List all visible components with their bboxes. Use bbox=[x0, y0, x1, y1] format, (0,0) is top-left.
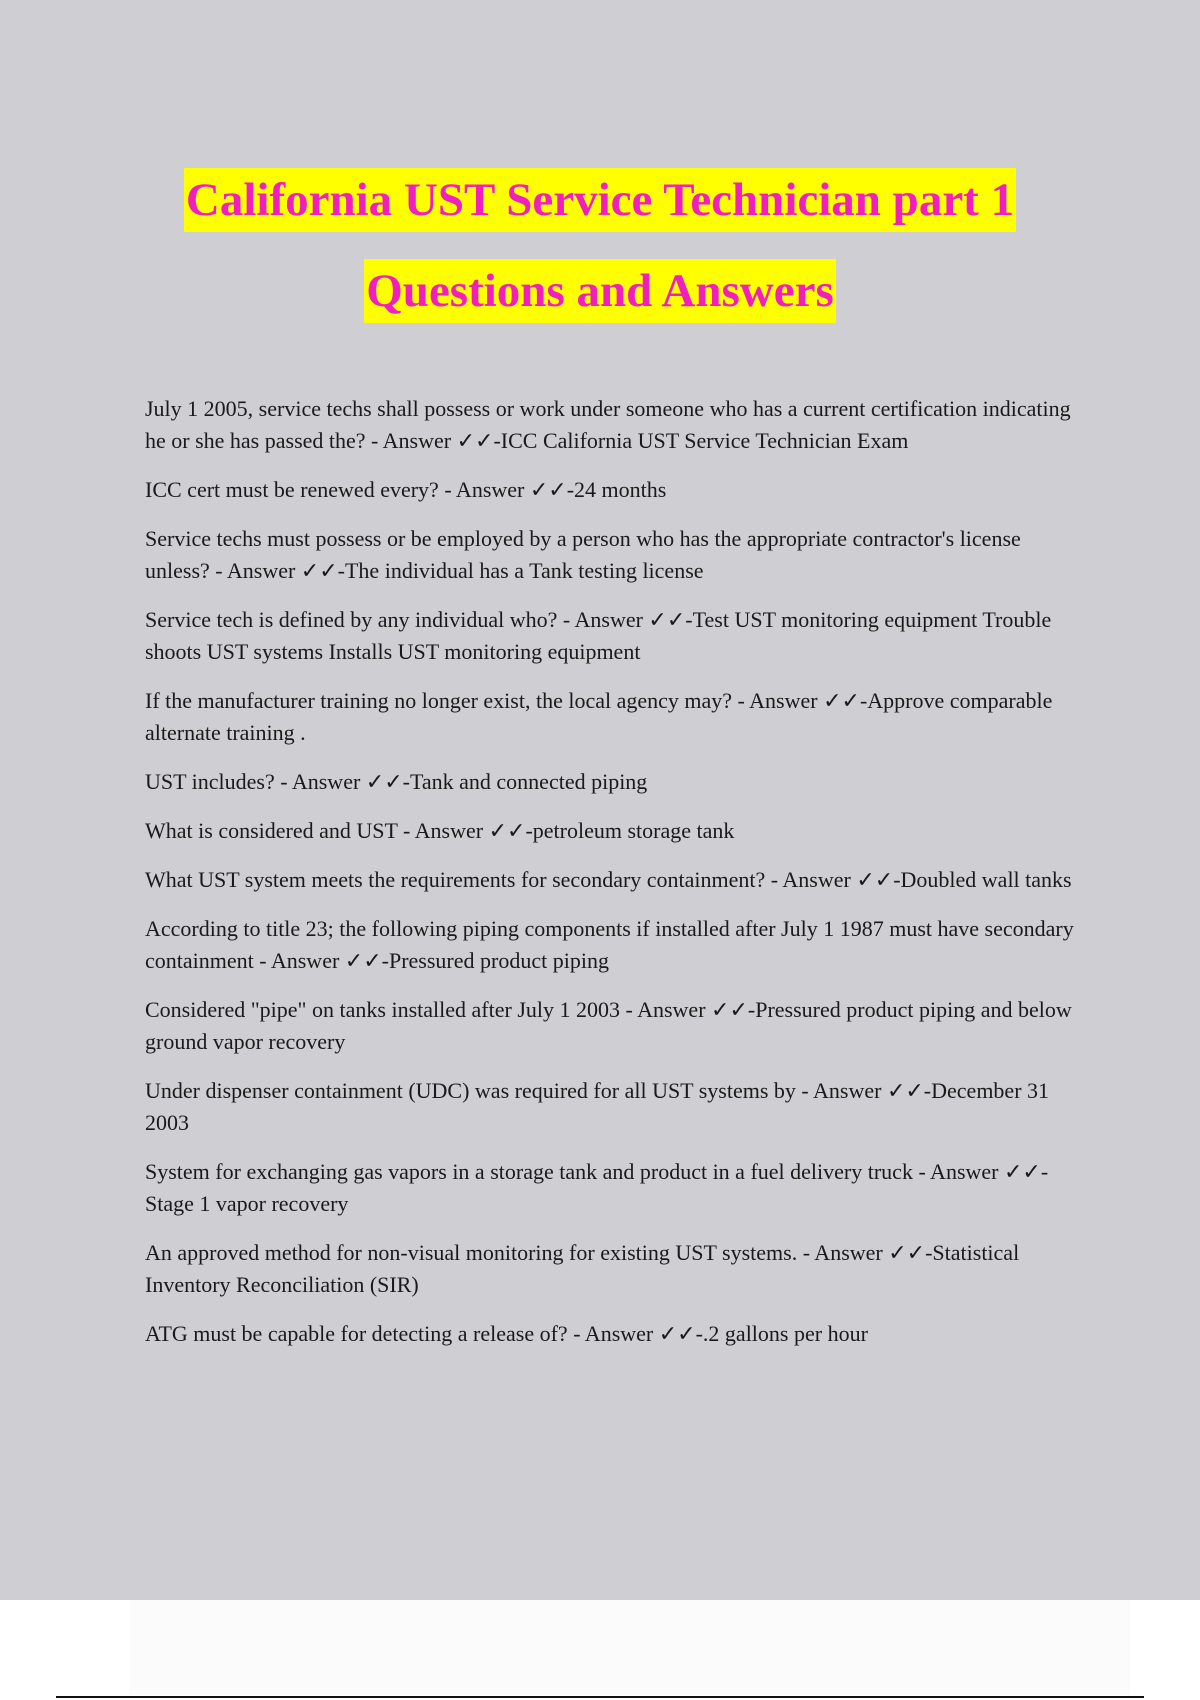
qa-item: What UST system meets the requirements for secondary containment? - Answer ✓✓-Doubled wall tanks bbox=[145, 867, 1072, 892]
qa-item: If the manufacturer training no longer exist, the local agency may? - Answer ✓✓-Approve comparable alternate training . bbox=[145, 688, 1053, 745]
qa-item: Considered "pipe" on tanks installed after July 1 2003 - Answer ✓✓-Pressured product piping and below ground vapor recovery bbox=[145, 997, 1072, 1054]
next-page-preview bbox=[0, 1600, 1200, 1700]
qa-item: According to title 23; the following piping components if installed after July 1 1987 must have secondary containment - Answer ✓✓-Pressured product piping bbox=[145, 916, 1074, 973]
qa-item: What is considered and UST - Answer ✓✓-petroleum storage tank bbox=[145, 818, 735, 843]
title-line-1: California UST Service Technician part 1 bbox=[184, 168, 1016, 232]
title-line-2: Questions and Answers bbox=[364, 259, 836, 323]
qa-item: UST includes? - Answer ✓✓-Tank and connected piping bbox=[145, 769, 648, 794]
qa-item: Service tech is defined by any individual who? - Answer ✓✓-Test UST monitoring equipment Trouble shoots UST systems Installs UST monitoring equipment bbox=[145, 607, 1052, 664]
next-page-margin bbox=[130, 1600, 1130, 1695]
qa-item: ATG must be capable for detecting a release of? - Answer ✓✓-.2 gallons per hour bbox=[145, 1321, 868, 1346]
qa-item: ICC cert must be renewed every? - Answer ✓✓-24 months bbox=[145, 477, 667, 502]
page-divider bbox=[56, 1696, 1144, 1698]
page-title bbox=[0, 168, 1200, 350]
qa-item: Under dispenser containment (UDC) was required for all UST systems by - Answer ✓✓-December 31 2003 bbox=[145, 1078, 1050, 1135]
qa-item: July 1 2005, service techs shall possess or work under someone who has a current certification indicating he or she has passed the? - Answer ✓✓-ICC California UST Service Technician Exam bbox=[145, 396, 1071, 453]
qa-item: Service techs must possess or be employed by a person who has the appropriate contractor's license unless? - Answer ✓✓-The individual has a Tank testing license bbox=[145, 526, 1021, 583]
qa-item: System for exchanging gas vapors in a storage tank and product in a fuel delivery truck - Answer ✓✓-Stage 1 vapor recovery bbox=[145, 1159, 1049, 1216]
qa-item: An approved method for non-visual monitoring for existing UST systems. - Answer ✓✓-Statistical Inventory Reconciliation (SIR) bbox=[145, 1240, 1020, 1297]
qa-list bbox=[145, 393, 1090, 1367]
